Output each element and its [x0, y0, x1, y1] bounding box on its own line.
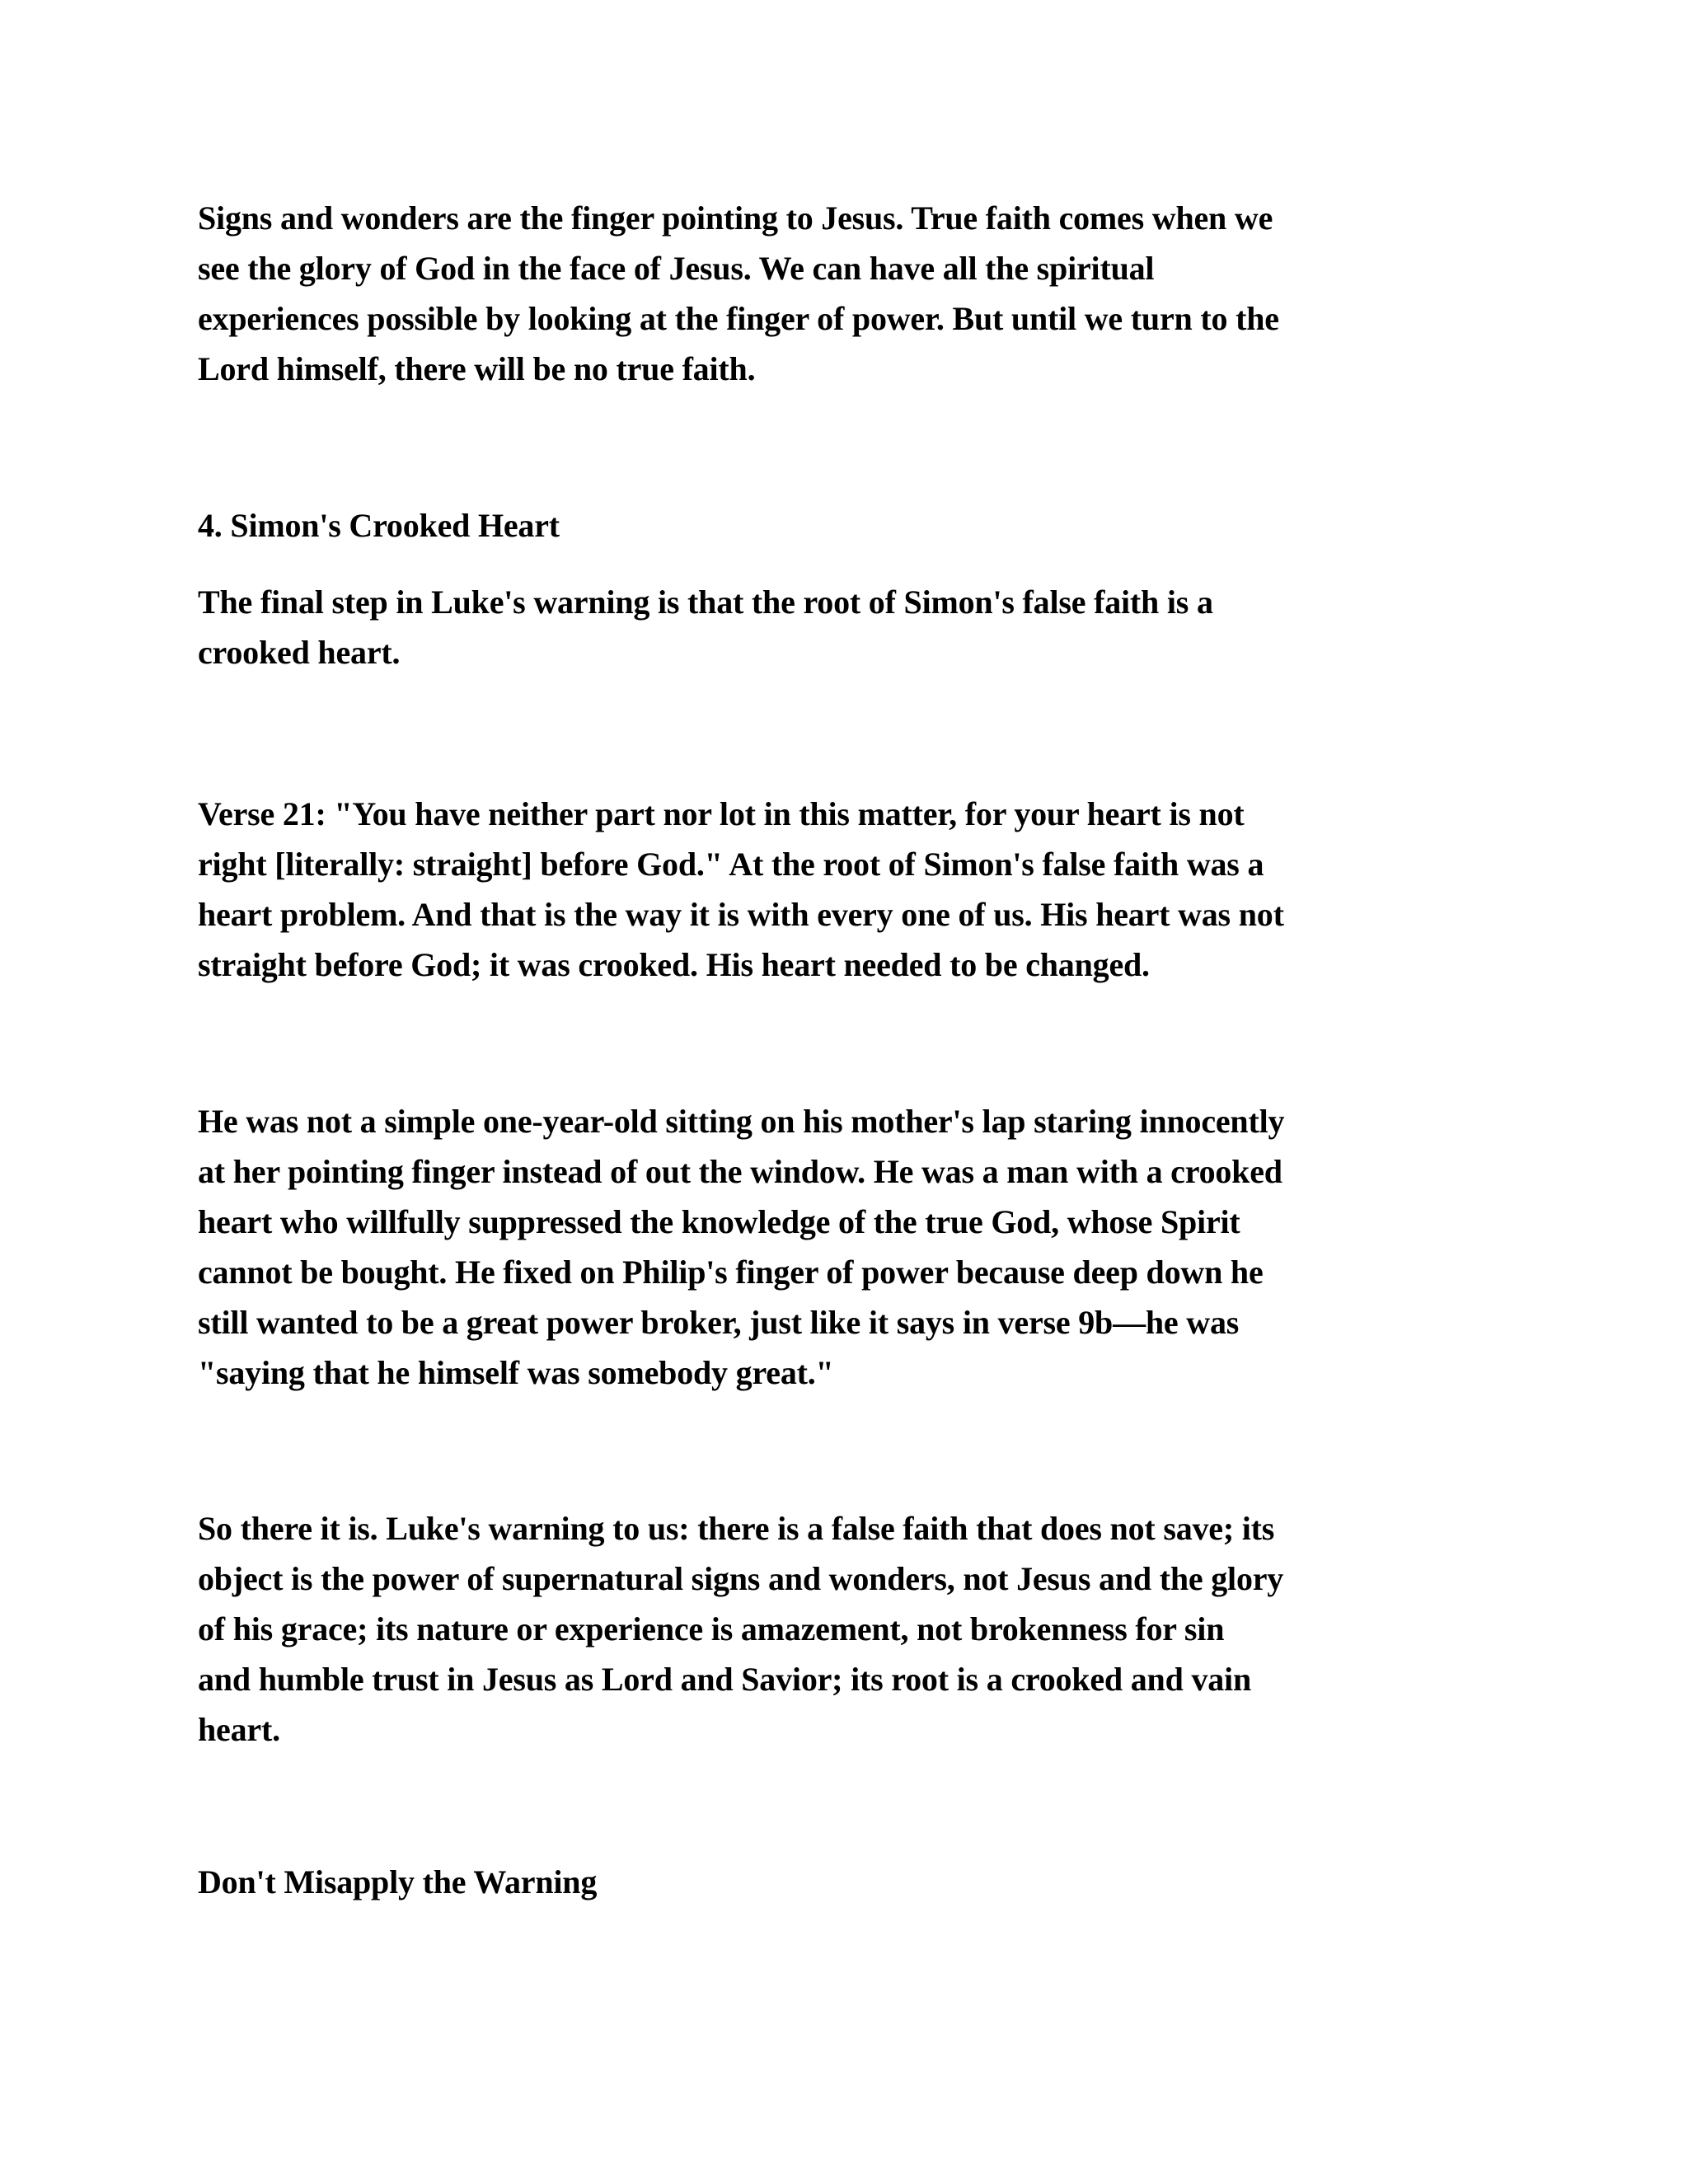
text-line: still wanted to be a great power broker, just like it says in verse 9b—he was: [198, 1304, 1240, 1341]
text-line: cannot be bought. He fixed on Philip's finger of power because deep down he: [198, 1254, 1264, 1291]
paragraph-simple-one-year-old: [198, 1096, 1517, 1398]
text-line: of his grace; its nature or experience is amazement, not brokenness for sin: [198, 1610, 1225, 1647]
text-line: object is the power of supernatural signs and wonders, not Jesus and the glory: [198, 1560, 1284, 1597]
text-line: Lord himself, there will be no true faith.: [198, 350, 756, 387]
text-line: He was not a simple one-year-old sitting on his mother's lap staring innocently: [198, 1103, 1285, 1140]
paragraph-verse-21: [198, 789, 1517, 990]
text-line: heart who willfully suppressed the knowledge of the true God, whose Spirit: [198, 1203, 1240, 1240]
text-line: and humble trust in Jesus as Lord and Savior; its root is a crooked and vain: [198, 1661, 1252, 1698]
text-line: So there it is. Luke's warning to us: there is a false faith that does not save; its: [198, 1510, 1275, 1547]
paragraph-final-step: [198, 577, 1517, 677]
paragraph-signs-and-wonders: [198, 193, 1517, 394]
heading-text: 4. Simon's Crooked Heart: [198, 507, 560, 544]
text-line: heart problem. And that is the way it is with every one of us. His heart was not: [198, 896, 1284, 933]
text-line: straight before God; it was crooked. His heart needed to be changed.: [198, 946, 1150, 983]
paragraph-so-there-it-is: [198, 1503, 1517, 1755]
text-line: right [literally: straight] before God." At the root of Simon's false faith was a: [198, 846, 1264, 883]
text-line: heart.: [198, 1711, 280, 1748]
text-line: experiences possible by looking at the finger of power. But until we turn to the: [198, 300, 1279, 337]
text-line: crooked heart.: [198, 634, 401, 671]
text-line: Verse 21: "You have neither part nor lot in this matter, for your heart is not: [198, 795, 1245, 832]
text-line: see the glory of God in the face of Jesus. We can have all the spiritual: [198, 250, 1155, 287]
section-heading-dont-misapply: [198, 1857, 1517, 1907]
text-line: "saying that he himself was somebody great.": [198, 1354, 834, 1391]
text-line: The final step in Luke's warning is that the root of Simon's false faith is a: [198, 583, 1213, 621]
text-line: at her pointing finger instead of out the window. He was a man with a crooked: [198, 1153, 1282, 1190]
text-line: Signs and wonders are the finger pointing to Jesus. True faith comes when we: [198, 199, 1273, 237]
section-heading-simons-crooked-heart: [198, 500, 1517, 551]
heading-text: Don't Misapply the Warning: [198, 1863, 598, 1900]
